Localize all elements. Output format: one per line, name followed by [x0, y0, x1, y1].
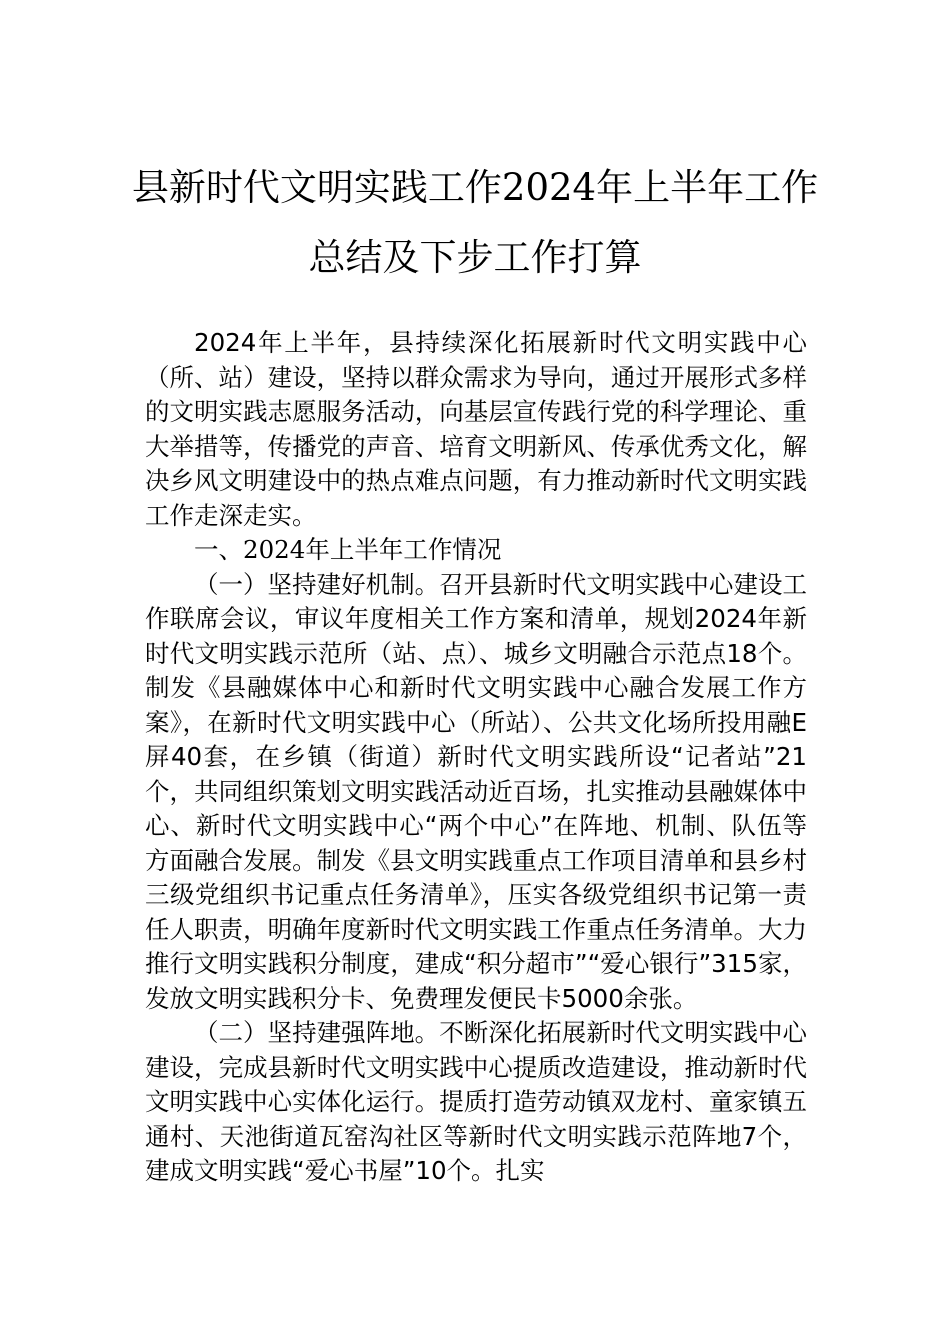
document-title-line-2: 总结及下步工作打算: [308, 236, 642, 279]
section-heading-1: 一、2024年上半年工作情况: [194, 535, 502, 564]
paragraph-mechanism: （一）坚持建好机制。召开县新时代文明实践中心建设工作联席会议，审议年度相关工作方案和清单，规划2024年新时代文明实践示范所（站、点）、城乡文明融合示范点18个。制发《县融媒体中心和新时代文明实践中心融合发展工作方案》，在新时代文明实践中心（所站）、公共文化场所投用融E屏40套，在乡镇（街道）新时代文明实践所设“记者站”21个，共同组织策划文明实践活动近百场，扎实推动县融媒体中心、新时代文明实践中心“两个中心”在阵地、机制、队伍等方面融合发展。制发《县文明实践重点工作项目清单和县乡村三级党组织书记重点任务清单》，压实各级党组织书记第一责任人职责，明确年度新时代文明实践工作重点任务清单。大力推行文明实践积分制度，建成“积分超市”“爱心银行”315家，发放文明实践积分卡、免费理发便民卡5000余张。: [145, 569, 807, 1013]
document-title-line-1: 县新时代文明实践工作2024年上半年工作: [131, 166, 819, 209]
document-body: [145, 326, 807, 1189]
paragraph-position: （二）坚持建强阵地。不断深化拓展新时代文明实践中心建设，完成县新时代文明实践中心提质改造建设，推动新时代文明实践中心实体化运行。提质打造劳动镇双龙村、童家镇五通村、天池街道瓦窑沟社区等新时代文明实践示范阵地7个，建成文明实践“爱心书屋”10个。扎实: [145, 1018, 807, 1185]
intro-paragraph: 2024年上半年，县持续深化拓展新时代文明实践中心（所、站）建设，坚持以群众需求为导向，通过开展形式多样的文明实践志愿服务活动，向基层宣传践行党的科学理论、重大举措等，传播党的声音、培育文明新风、传承优秀文化，解决乡风文明建设中的热点难点问题，有力推动新时代文明实践工作走深走实。: [145, 328, 807, 530]
